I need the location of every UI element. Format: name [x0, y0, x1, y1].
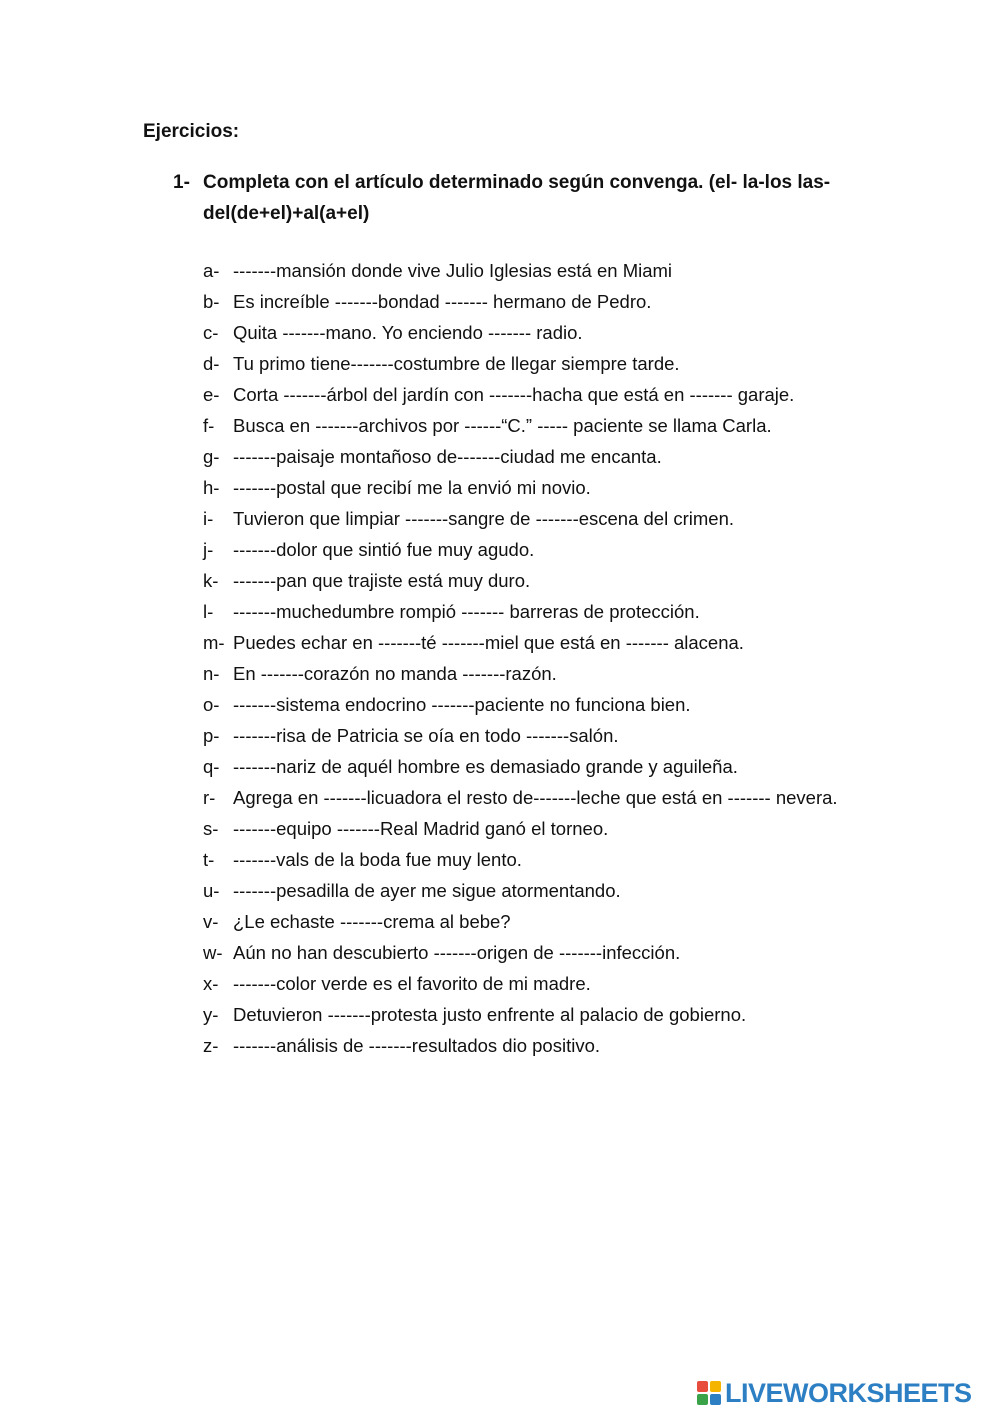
exercise-item-letter: n- [203, 663, 220, 684]
exercise-item [203, 255, 883, 286]
exercise-item [203, 689, 883, 720]
exercise-number: 1- [173, 172, 190, 193]
exercise-item-text: Agrega en -------licuadora el resto de-------leche que está en ------- nevera. [233, 787, 838, 808]
exercise-item-text: Quita -------mano. Yo enciendo ------- radio. [233, 322, 583, 343]
exercise-item-letter: b- [203, 291, 220, 312]
exercise-item-letter: p- [203, 725, 220, 746]
exercise-item [203, 410, 883, 441]
exercise-item-letter: t- [203, 849, 215, 870]
exercise-item-letter: h- [203, 477, 220, 498]
exercise-item-text: Aún no han descubierto -------origen de -------infección. [233, 942, 681, 963]
exercise-instruction-text: Completa con el artículo determinado según convenga. (el- la-los las-del(de+el)+al(a+el) [203, 172, 831, 224]
logo-square-yellow [710, 1381, 721, 1392]
logo-square-green [697, 1394, 708, 1405]
exercise-item-text: Busca en -------archivos por ------“C.” ----- paciente se llama Carla. [233, 415, 772, 436]
exercise-item-letter: j- [203, 539, 214, 560]
exercise-item [203, 348, 883, 379]
exercise-item-text: En -------corazón no manda -------razón. [233, 663, 557, 684]
exercise-item-text: -------vals de la boda fue muy lento. [233, 849, 522, 870]
exercise-item-letter: y- [203, 1004, 219, 1025]
exercise-item-letter: s- [203, 818, 219, 839]
exercise-item-letter: a- [203, 260, 220, 281]
exercise-item-text: -------análisis de -------resultados dio positivo. [233, 1035, 600, 1056]
exercise-item [203, 286, 883, 317]
exercise-item [203, 875, 883, 906]
exercise-item-text: Puedes echar en -------té -------miel que está en ------- alacena. [233, 632, 744, 653]
exercise-item [203, 906, 883, 937]
exercise-item [203, 782, 883, 813]
exercise-item-text: -------sistema endocrino -------paciente no funciona bien. [233, 694, 691, 715]
exercise-item [203, 627, 883, 658]
exercise-item-letter: q- [203, 756, 220, 777]
exercise-item-text: Es increíble -------bondad ------- hermano de Pedro. [233, 291, 652, 312]
exercise-item-text: -------nariz de aquél hombre es demasiado grande y aguileña. [233, 756, 738, 777]
exercise-item [203, 472, 883, 503]
exercise-item [203, 844, 883, 875]
exercise-item [203, 968, 883, 999]
exercise-item [203, 720, 883, 751]
exercise-item-text: -------postal que recibí me la envió mi novio. [233, 477, 591, 498]
exercise-item-letter: z- [203, 1035, 219, 1056]
exercise-item-text: ¿Le echaste -------crema al bebe? [233, 911, 511, 932]
exercise-item-text: -------mansión donde vive Julio Iglesias está en Miami [233, 260, 673, 281]
exercise-item-letter: f- [203, 415, 215, 436]
exercise-item-text: -------equipo -------Real Madrid ganó el torneo. [233, 818, 609, 839]
logo-mark-icon [697, 1381, 721, 1405]
exercise-item-text: -------pesadilla de ayer me sigue atormentando. [233, 880, 621, 901]
exercise-item-text: Corta -------árbol del jardín con -------hacha que está en ------- garaje. [233, 384, 795, 405]
exercise-item-text: Detuvieron -------protesta justo enfrente al palacio de gobierno. [233, 1004, 747, 1025]
exercise-item [203, 379, 883, 410]
exercise-item-text: -------risa de Patricia se oía en todo -------salón. [233, 725, 619, 746]
exercise-instruction [173, 167, 863, 229]
exercise-item-text: -------muchedumbre rompió ------- barreras de protección. [233, 601, 700, 622]
logo-square-blue [710, 1394, 721, 1405]
exercise-item [203, 565, 883, 596]
exercise-item [203, 658, 883, 689]
exercise-item-letter: k- [203, 570, 219, 591]
exercise-item-letter: l- [203, 601, 214, 622]
exercise-item [203, 1030, 883, 1061]
exercise-item-text: Tuvieron que limpiar -------sangre de -------escena del crimen. [233, 508, 734, 529]
exercise-item-letter: r- [203, 787, 216, 808]
exercise-item [203, 751, 883, 782]
page-heading: Ejercicios: [143, 121, 240, 142]
exercise-item [203, 596, 883, 627]
exercise-item [203, 441, 883, 472]
exercise-item-letter: o- [203, 694, 220, 715]
exercise-item-letter: c- [203, 322, 219, 343]
logo-text: LIVEWORKSHEETS [725, 1377, 972, 1408]
exercise-item-letter: i- [203, 508, 214, 529]
exercise-item-letter: e- [203, 384, 220, 405]
exercise-item-text: -------color verde es el favorito de mi madre. [233, 973, 591, 994]
exercise-item [203, 534, 883, 565]
exercise-item-letter: w- [203, 942, 223, 963]
exercise-item-letter: v- [203, 911, 219, 932]
exercise-item-letter: d- [203, 353, 220, 374]
exercise-item [203, 813, 883, 844]
liveworksheets-logo [697, 1376, 972, 1410]
exercise-item-list [203, 255, 883, 1061]
exercise-item [203, 317, 883, 348]
exercise-item-letter: g- [203, 446, 220, 467]
exercise-item-text: -------pan que trajiste está muy duro. [233, 570, 531, 591]
exercise-item-text: -------paisaje montañoso de-------ciudad me encanta. [233, 446, 662, 467]
exercise-item-letter: x- [203, 973, 219, 994]
exercise-item [203, 503, 883, 534]
exercise-item-text: -------dolor que sintió fue muy agudo. [233, 539, 535, 560]
logo-square-red [697, 1381, 708, 1392]
exercise-item-text: Tu primo tiene-------costumbre de llegar siempre tarde. [233, 353, 680, 374]
exercise-item-letter: u- [203, 880, 220, 901]
exercise-item [203, 999, 883, 1030]
exercise-item-letter: m- [203, 632, 225, 653]
exercise-item [203, 937, 883, 968]
